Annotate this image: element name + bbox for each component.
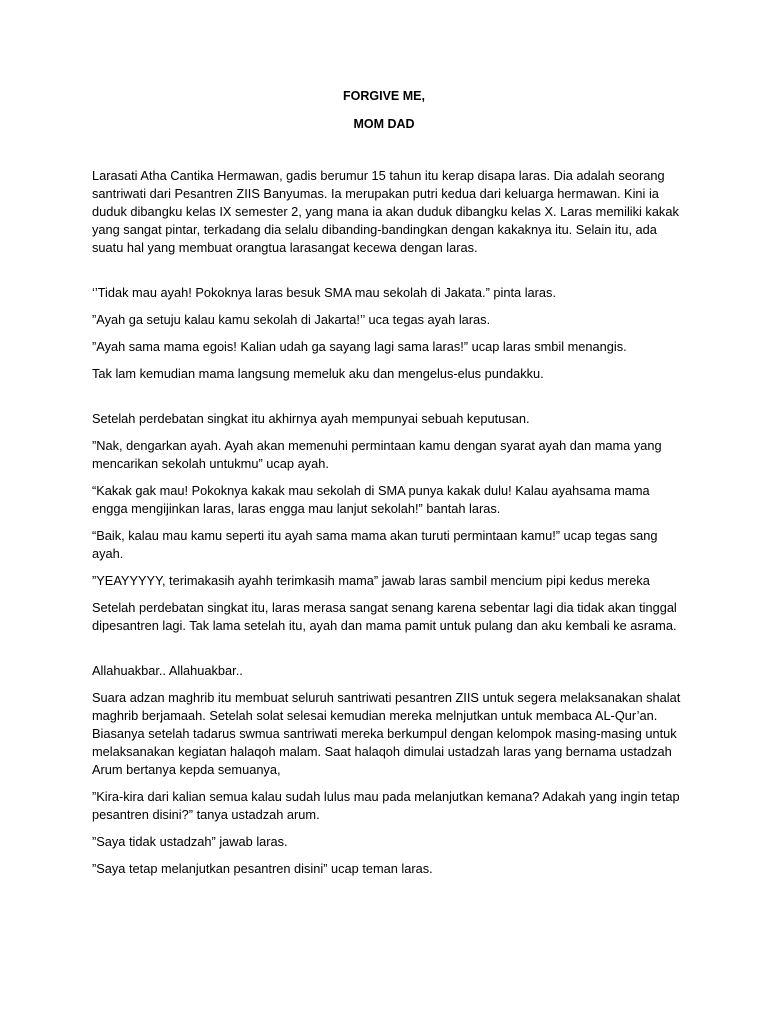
- paragraph: ”Saya tetap melanjutkan pesantren disini” ucap teman laras.: [92, 861, 433, 876]
- document-body: [92, 167, 682, 887]
- paragraph: ”Ayah ga setuju kalau kamu sekolah di Jakarta!’’ uca tegas ayah laras.: [92, 312, 491, 327]
- paragraph: Tak lam kemudian mama langsung memeluk aku dan mengelus-elus pundakku.: [92, 366, 544, 381]
- paragraph: Allahuakbar.. Allahuakbar..: [92, 663, 243, 678]
- paragraph: “Baik, kalau mau kamu seperti itu ayah sama mama akan turuti permintaan kamu!” ucap tegas sang ayah.: [92, 528, 658, 561]
- paragraph: Suara adzan maghrib itu membuat seluruh santriwati pesantren ZIIS untuk segera melaksanakan shalat maghrib berjamaah. Setelah solat selesai kemudian mereka melnjutkan untuk membaca AL-Qur’an. Biasanya setelah tadarus swmua santriwati mereka berkumpul dengan kelompok masing-masing untuk melaksanakan kegiatan halaqoh malam. Saat halaqoh dimulai ustadzah laras yang bernama ustadzah Arum bertanya kepda semuanya,: [92, 690, 681, 777]
- paragraph: ‘’Tidak mau ayah! Pokoknya laras besuk SMA mau sekolah di Jakata.” pinta laras.: [92, 285, 556, 300]
- paragraph: ”YEAYYYYY, terimakasih ayahh terimkasih mama” jawab laras sambil mencium pipi kedus mereka: [92, 573, 650, 588]
- paragraph: ”Kira-kira dari kalian semua kalau sudah lulus mau pada melanjutkan kemana? Adakah yang ingin tetap pesantren disini?” tanya ustadzah arum.: [92, 789, 680, 822]
- document-title-line-1: FORGIVE ME,: [343, 89, 425, 103]
- paragraph: Setelah perdebatan singkat itu akhirnya ayah mempunyai sebuah keputusan.: [92, 411, 530, 426]
- paragraph: “Kakak gak mau! Pokoknya kakak mau sekolah di SMA punya kakak dulu! Kalau ayahsama mama engga mengijinkan laras, laras engga mau lanjut sekolah!” bantah laras.: [92, 483, 650, 516]
- paragraph: Setelah perdebatan singkat itu, laras merasa sangat senang karena sebentar lagi dia tidak akan tinggal dipesantren lagi. Tak lama setelah itu, ayah dan mama pamit untuk pulang dan aku kembali ke asrama.: [92, 600, 677, 633]
- paragraph: ”Saya tidak ustadzah” jawab laras.: [92, 834, 288, 849]
- document-title-line-2: MOM DAD: [353, 117, 415, 131]
- paragraph: ”Ayah sama mama egois! Kalian udah ga sayang lagi sama laras!” ucap laras smbil menangis.: [92, 339, 627, 354]
- paragraph: Larasati Atha Cantika Hermawan, gadis berumur 15 tahun itu kerap disapa laras. Dia adalah seorang santriwati dari Pesantren ZIIS Banyumas. Ia merupakan putri kedua dari keluarga hermawan. Kini ia duduk dibangku kelas IX semester 2, yang mana ia akan duduk dibangku kelas X. Laras memiliki kakak yang sangat pintar, terkadang dia selalu dibanding-bandingkan dengan kakaknya itu. Selain itu, ada suatu hal yang membuat orangtua larasangat kecewa dengan laras.: [92, 168, 679, 255]
- paragraph: ”Nak, dengarkan ayah. Ayah akan memenuhi permintaan kamu dengan syarat ayah dan mama yang mencarikan sekolah untukmu” ucap ayah.: [92, 438, 662, 471]
